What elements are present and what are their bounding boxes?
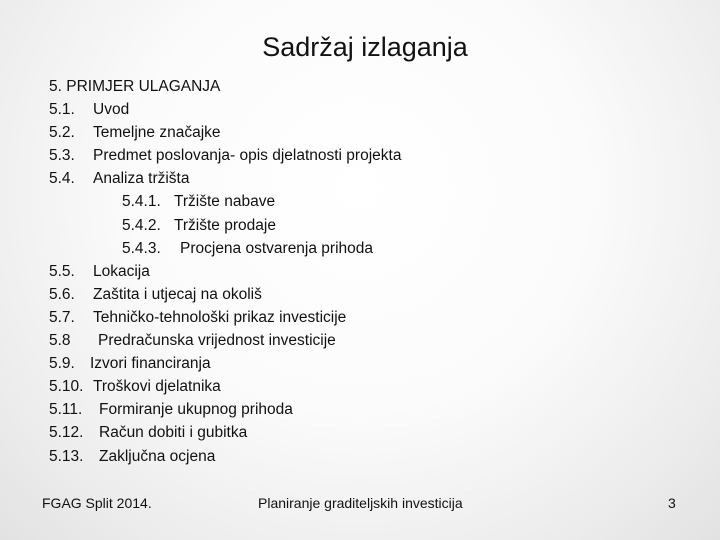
toc-item-number: 5.11. <box>49 401 83 419</box>
toc-item-text: Tehničko-tehnološki prikaz investicije <box>93 308 347 326</box>
toc-item-number: 5.8 <box>49 332 71 350</box>
toc-subitem <box>49 214 689 237</box>
table-of-contents <box>49 75 689 468</box>
toc-item-number: 5.4.3. <box>122 239 161 257</box>
toc-item <box>49 352 689 375</box>
toc-item <box>49 306 689 329</box>
footer-center: Planiranje graditeljskih investicija <box>258 495 463 511</box>
toc-item-text: Lokacija <box>93 262 150 280</box>
toc-item-text: Troškovi djelatnika <box>93 378 221 396</box>
toc-item-number: 5.12. <box>49 424 84 442</box>
section-heading: 5. PRIMJER ULAGANJA <box>49 78 221 95</box>
toc-item-number: 5.7. <box>49 308 75 326</box>
toc-item <box>49 421 689 444</box>
toc-item-text: Predmet poslovanja- opis djelatnosti projekta <box>93 147 402 165</box>
toc-item <box>49 375 689 398</box>
toc-item <box>49 398 689 421</box>
toc-item-text: Uvod <box>93 101 130 119</box>
footer-left: FGAG Split 2014. <box>42 495 152 511</box>
slide-title: Sadržaj izlaganja <box>262 32 468 62</box>
toc-item-number: 5.10. <box>49 378 84 396</box>
toc-item-text: Analiza tržišta <box>93 170 190 188</box>
toc-item <box>49 98 689 121</box>
toc-item-number: 5.4.2. <box>122 216 161 234</box>
toc-item-number: 5.5. <box>49 262 75 280</box>
toc-subitem <box>49 190 689 213</box>
toc-item-text: Formiranje ukupnog prihoda <box>99 401 293 419</box>
toc-item <box>49 167 689 190</box>
toc-item <box>49 283 689 306</box>
toc-item-number: 5.6. <box>49 285 75 303</box>
toc-item-number: 5.13. <box>49 447 84 465</box>
toc-item-text: Zaključna ocjena <box>99 447 216 465</box>
toc-item-number: 5.2. <box>49 124 75 142</box>
page-number: 3 <box>668 495 676 511</box>
toc-item-number: 5.4. <box>49 170 75 188</box>
toc-item-text: Tržište prodaje <box>174 216 276 234</box>
toc-item <box>49 121 689 144</box>
toc-item-text: Temeljne značajke <box>93 124 221 142</box>
toc-item-number: 5.4.1. <box>122 193 161 211</box>
toc-item <box>49 144 689 167</box>
toc-item-number: 5.1. <box>49 101 75 119</box>
toc-item-text: Procjena ostvarenja prihoda <box>180 239 374 257</box>
toc-item-text: Zaštita i utjecaj na okoliš <box>93 285 262 303</box>
toc-item-number: 5.9. <box>49 355 75 373</box>
toc-item <box>49 329 689 352</box>
toc-item-number: 5.3. <box>49 147 75 165</box>
toc-item <box>49 260 689 283</box>
toc-item-text: Predračunska vrijednost investicije <box>98 332 336 350</box>
toc-item-text: Izvori financiranja <box>90 355 211 373</box>
toc-item-text: Račun dobiti i gubitka <box>99 424 248 442</box>
toc-item <box>49 445 689 468</box>
toc-subitem <box>49 237 689 260</box>
toc-item-text: Tržište nabave <box>174 193 276 211</box>
